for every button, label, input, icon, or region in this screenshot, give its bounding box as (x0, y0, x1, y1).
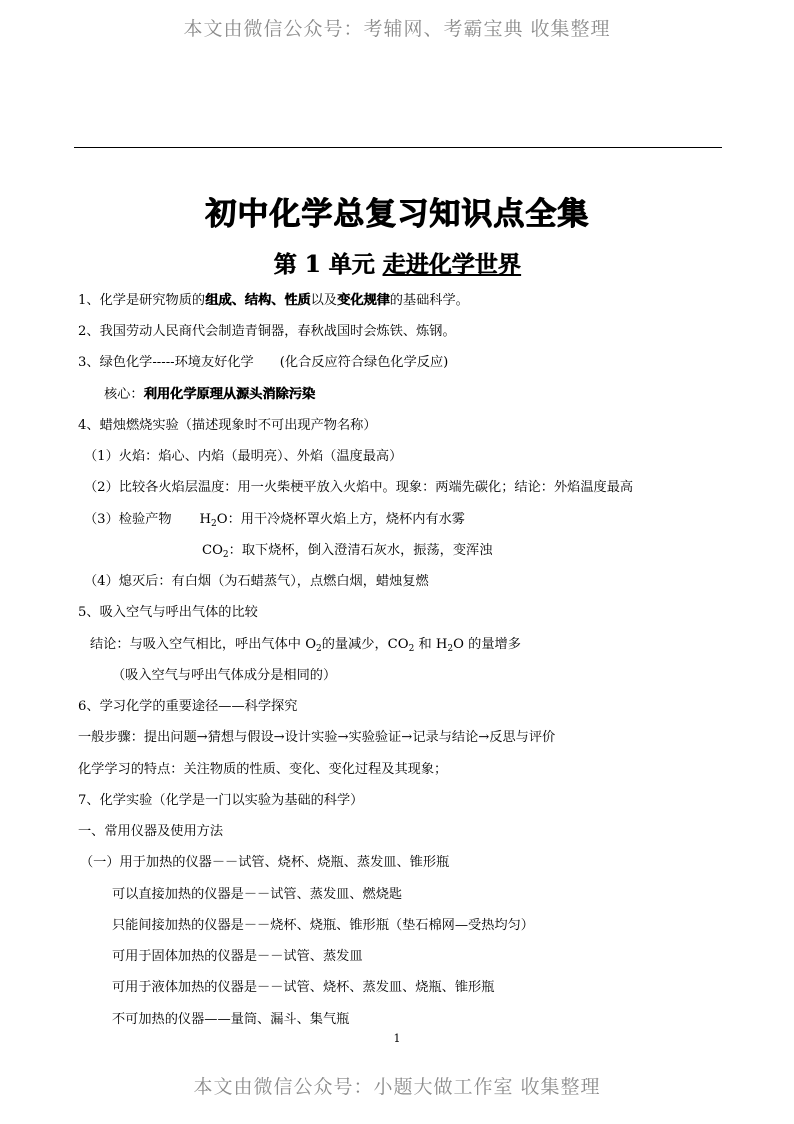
text: CO (202, 543, 223, 558)
line-21: 只能间接加热的仪器是－－烧杯、烧瓶、锥形瓶（垫石棉网—受热均匀） (112, 918, 534, 933)
text: 的基础科学。 (389, 293, 469, 308)
bold-text: 利用化学原理从源头消除污染 (143, 387, 315, 402)
line-5: 4、蜡烛燃烧实验（描述现象时不可出现产物名称） (78, 418, 377, 433)
watermark-top: 本文由微信公众号：考辅网、考霸宝典 收集整理 (183, 18, 611, 40)
line-22: 可用于固体加热的仪器是－－试管、蒸发皿 (112, 949, 363, 964)
line-10: （4）熄灭后：有白烟（为石蜡蒸气），点燃白烟，蜡烛复燃 (84, 574, 429, 589)
document-title: 初中化学总复习知识点全集 (205, 196, 589, 232)
text: ：取下烧杯，倒入澄清石灰水，振荡，变浑浊 (228, 543, 493, 558)
unit-title (0, 246, 794, 279)
line-3 (78, 354, 448, 372)
line-16: 化学学习的特点：关注物质的性质、变化、变化过程及其现象； (78, 762, 448, 777)
text: 核心： (104, 387, 144, 402)
line-13: （吸入空气与呼出气体成分是相同的） (112, 668, 337, 683)
line-17: 7、化学实验（化学是一门以实验为基础的科学） (78, 793, 364, 808)
line-4 (104, 386, 315, 404)
line-23: 可用于液体加热的仪器是－－试管、烧杯、蒸发皿、烧瓶、锥形瓶 (112, 980, 495, 995)
header-rule (74, 147, 722, 148)
line-24: 不可加热的仪器——量筒、漏斗、集气瓶 (112, 1012, 350, 1027)
text: （3）检验产物 (84, 512, 172, 527)
unit-name: 走进化学世界 (382, 251, 521, 278)
text: O：用干冷烧杯罩火焰上方，烧杯内有水雾 (216, 512, 465, 527)
text: 3、绿色化学-----环境友好化学 (78, 355, 254, 370)
subscript: 2 (408, 644, 415, 654)
unit-number: 第 1 单元 (273, 251, 375, 278)
line-18: 一、常用仪器及使用方法 (78, 824, 224, 839)
line-11: 5、吸入空气与呼出气体的比较 (78, 605, 258, 620)
subscript: 2 (447, 644, 454, 654)
line-20: 可以直接加热的仪器是－－试管、蒸发皿、燃烧匙 (112, 887, 403, 902)
line-12 (90, 636, 521, 654)
line-7: （2）比较各火焰层温度：用一火柴梗平放入火焰中。现象：两端先碳化；结论：外焰温度最高 (84, 480, 634, 495)
bold-text: 组成、结构、性质 (205, 293, 311, 308)
text: O 的量增多 (453, 637, 521, 652)
line-1 (78, 292, 469, 310)
text: 和 H (414, 637, 448, 652)
text: 1、化学是研究物质的 (78, 293, 206, 308)
text: 的量减少，CO (321, 637, 409, 652)
subscript: 2 (316, 644, 322, 654)
subscript: 2 (211, 519, 217, 529)
line-14: 6、学习化学的重要途径——科学探究 (78, 699, 298, 714)
line-6: （1）火焰：焰心、内焰（最明亮）、外焰（温度最高） (84, 449, 403, 464)
watermark-bottom: 本文由微信公众号：小题大做工作室 收集整理 (193, 1076, 601, 1098)
line-19: （一）用于加热的仪器－－试管、烧杯、烧瓶、蒸发皿、锥形瓶 (80, 855, 450, 870)
text: (化合反应符合绿色化学反应) (279, 355, 449, 370)
page-number: 1 (393, 1032, 401, 1045)
text: 以及 (310, 293, 337, 308)
subscript: 2 (222, 550, 229, 560)
text: 结论：与吸入空气相比，呼出气体中 O (90, 637, 317, 652)
line-9 (202, 542, 492, 560)
line-15: 一般步骤：提出问题→猜想与假设→设计实验→实验验证→记录与结论→反思与评价 (78, 730, 556, 745)
line-8 (84, 511, 465, 529)
text: H (199, 512, 212, 527)
bold-text: 变化规律 (336, 293, 390, 308)
line-2: 2、我国劳动人民商代会制造青铜器，春秋战国时会炼铁、炼钢。 (78, 324, 456, 339)
